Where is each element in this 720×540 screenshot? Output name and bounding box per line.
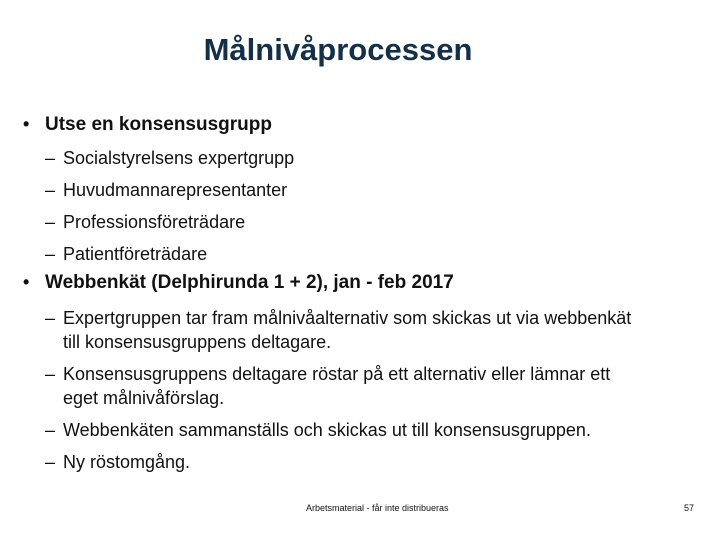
dash: –	[45, 452, 56, 472]
dash: –	[45, 212, 56, 232]
dash: –	[45, 180, 56, 200]
dash: –	[45, 148, 56, 168]
sub-bullet-text: Ny röstomgång.	[63, 452, 191, 472]
bullet-1	[23, 114, 272, 136]
dash: –	[45, 308, 56, 328]
slide-title: Målnivåprocessen	[203, 32, 473, 67]
page-number: 57	[684, 503, 695, 513]
footer-text: Arbetsmaterial - får inte distribueras	[306, 503, 449, 513]
sub-bullet	[45, 450, 705, 474]
sub-bullet-text: Konsensusgruppens deltagare röstar på ett alternativ eller lämnar ett	[63, 364, 611, 384]
sub-bullet-text: Webbenkäten sammanställs och skickas ut till konsensusgruppen.	[63, 420, 591, 440]
sub-bullet-text-cont: eget målnivåförslag.	[63, 388, 225, 408]
sub-bullet-text: Expertgruppen tar fram målnivåalternativ som skickas ut via webbenkät	[63, 308, 632, 328]
sub-bullet	[45, 306, 705, 354]
bullet-1-text: Utse en konsensusgrupp	[45, 114, 272, 135]
dash: –	[45, 420, 56, 440]
bullet-2-text: Webbenkät (Delphirunda 1 + 2), jan - feb 2017	[45, 272, 454, 293]
bullet-2	[23, 272, 454, 294]
sub-bullet-text: Socialstyrelsens expertgrupp	[63, 148, 295, 168]
sub-bullet	[45, 178, 705, 202]
sub-bullet	[45, 362, 705, 410]
dash: –	[45, 364, 56, 384]
sub-bullet	[45, 418, 705, 442]
bullet-dot: •	[23, 272, 30, 292]
sub-bullet	[45, 210, 705, 234]
sub-bullet	[45, 242, 705, 266]
sub-bullet	[45, 146, 705, 170]
dash: –	[45, 244, 56, 264]
sub-bullet-text: Patientföreträdare	[63, 244, 208, 264]
bullet-dot: •	[23, 114, 30, 134]
sub-bullet-text: Professionsföreträdare	[63, 212, 246, 232]
sub-bullet-text-cont: till konsensusgruppens deltagare.	[63, 332, 332, 352]
sub-bullet-text: Huvudmannarepresentanter	[63, 180, 288, 200]
